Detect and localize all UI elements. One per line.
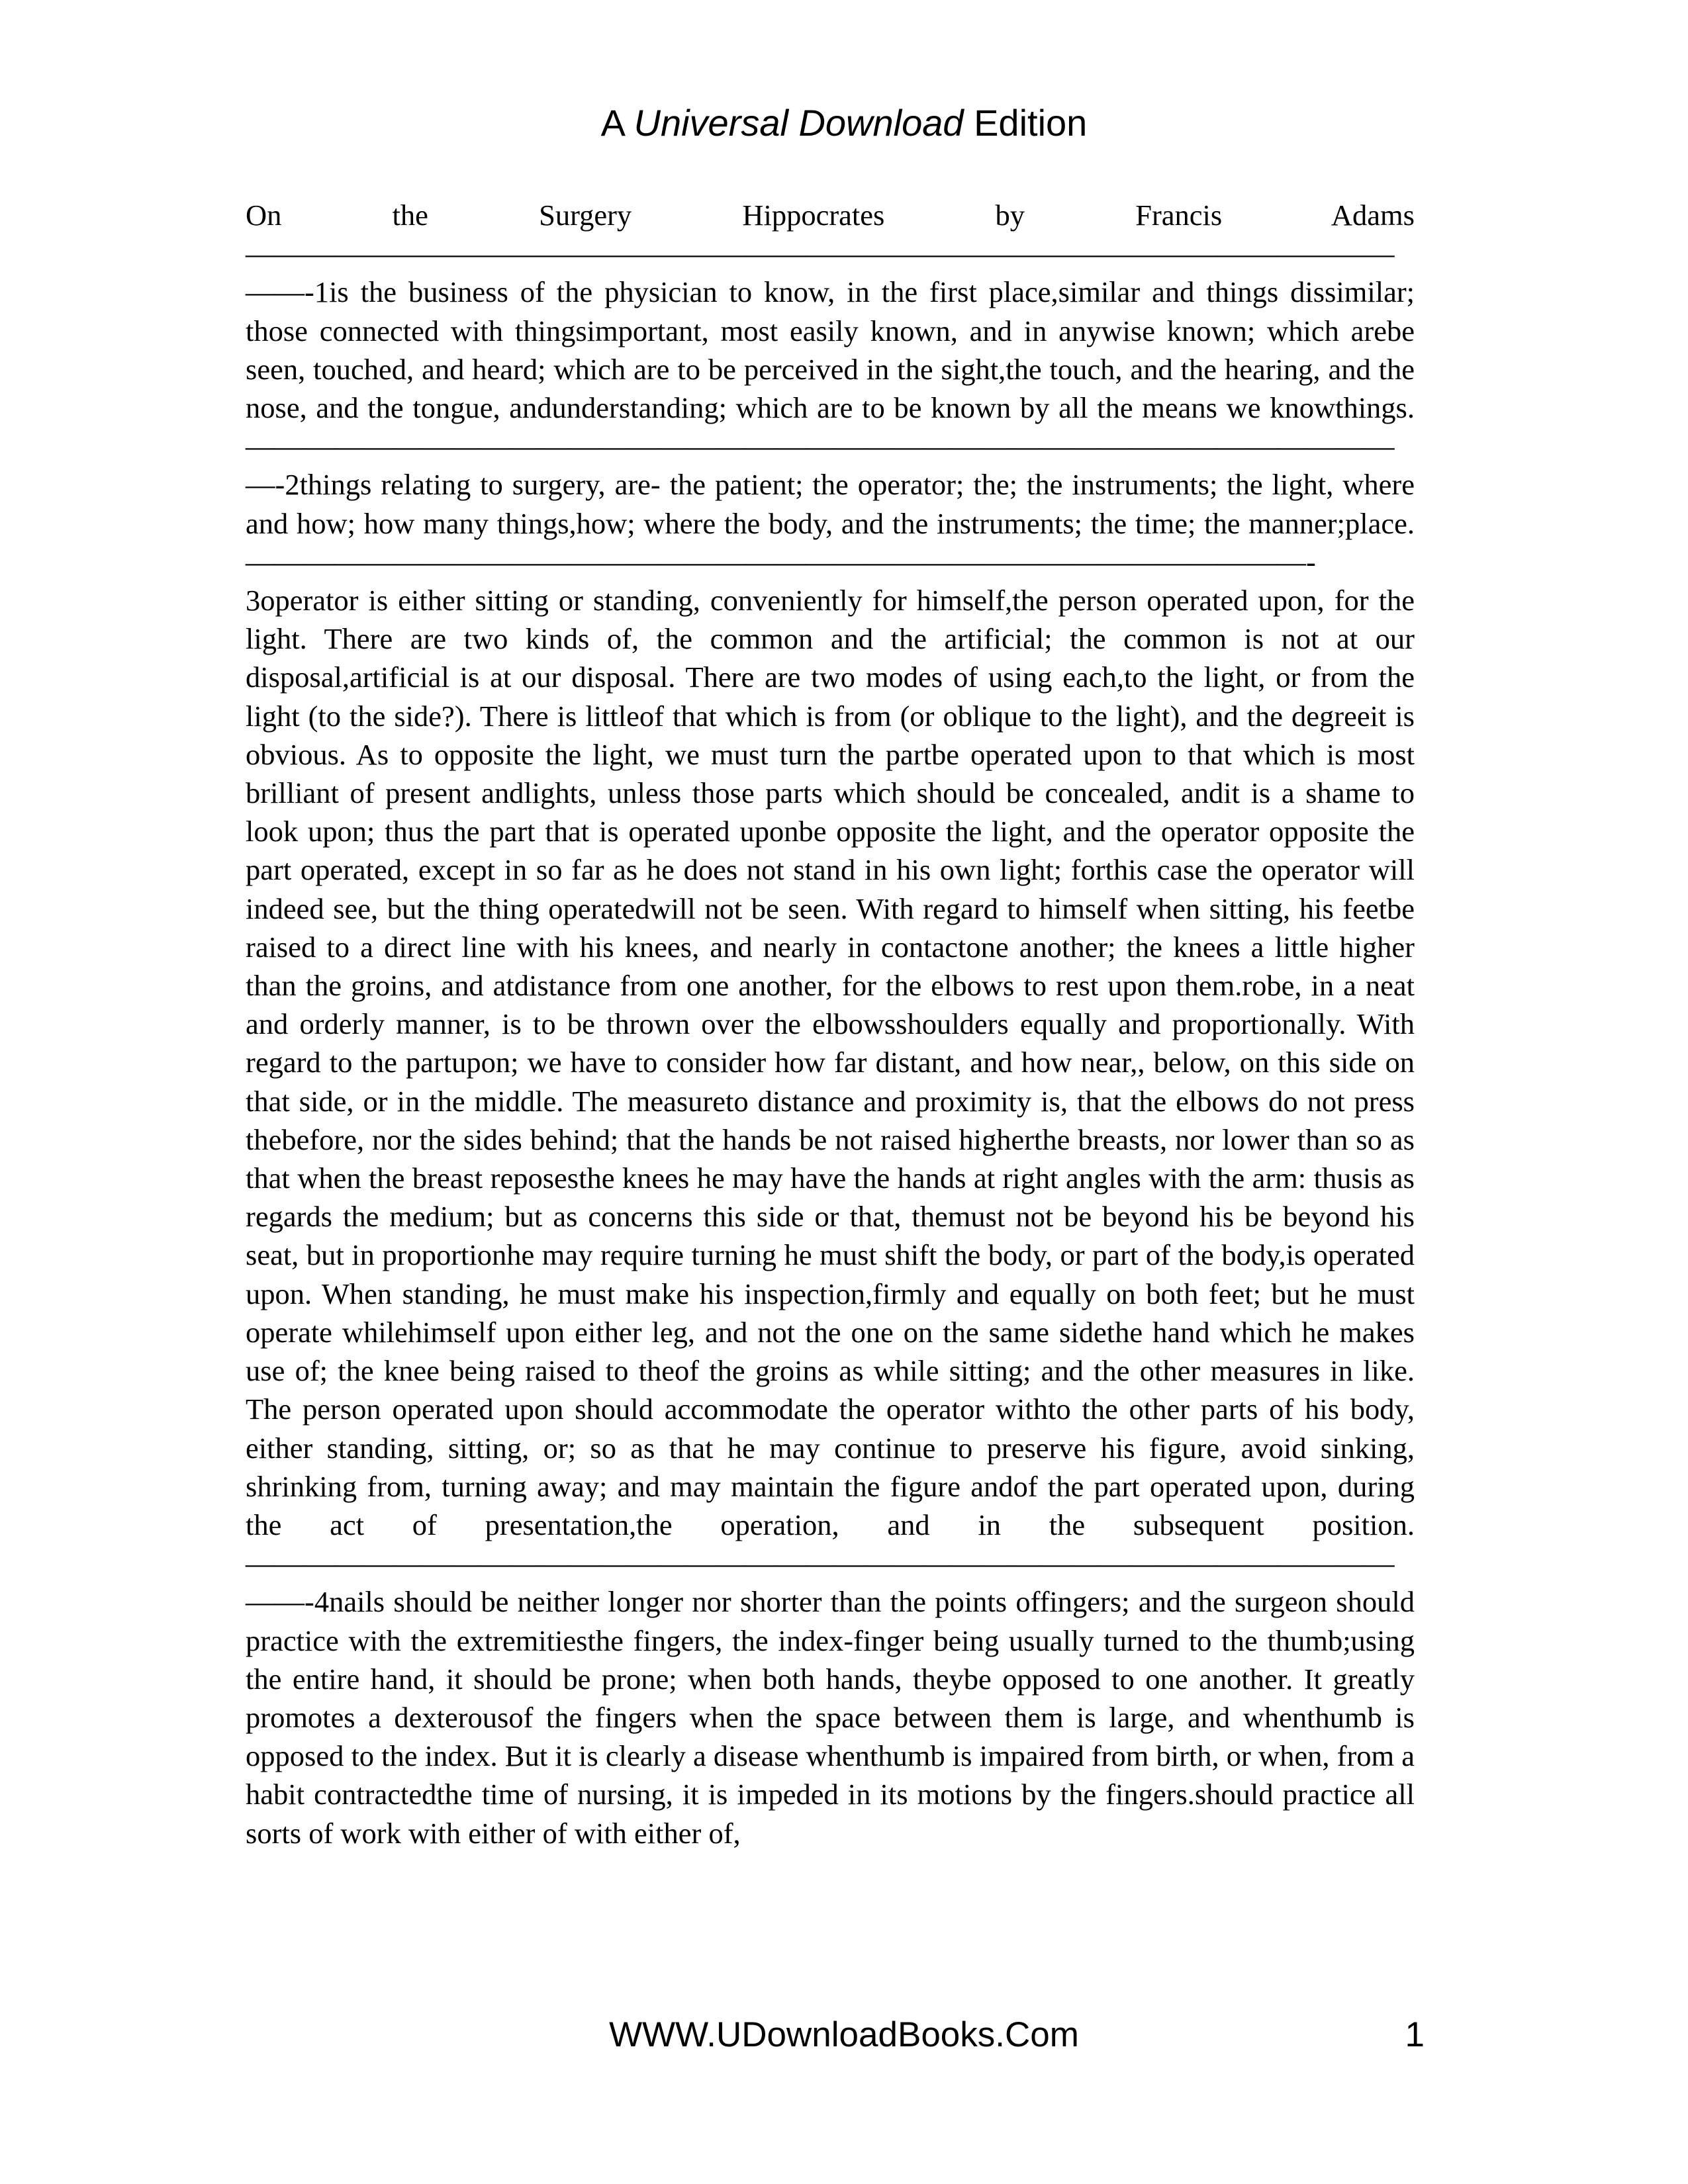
header-prefix: A (600, 102, 634, 144)
header-italic-title: Universal Download (633, 102, 964, 144)
header-suffix: Edition (963, 102, 1088, 144)
edition-header (0, 97, 1688, 150)
paragraph-intro: On the Surgery Hippocrates by Francis Adams—————————————————————————————————————————-1is the business of the physician to know, in the first place,similar and things dissimilar; those connected with thingsimportant, most easily known, and in anywise known; which arebe seen, touched, and heard; which are to be perceived in the sight,the touch, and the hearing, and the nose, and the tongue, andunderstanding; which are to be known by all the means we knowthings. ————————————————————————————————————————-2things relating to surgery, are- the patient; the operator; the; the instruments; the light, where and how; how many things,how; where the body, and the instruments; the time; the manner;place. ————————————————————————————————————- (246, 199, 1415, 578)
document-body (246, 196, 1415, 1852)
footer-url: WWW.UDownloadBooks.Com (609, 2015, 1079, 2054)
paragraph-operator: 3operator is either sitting or standing, conveniently for himself,the person operated upon, for the light. There are two kinds of, the common and the artificial; the common is not at our disposal,artificial is at our disposal. There are two modes of using each,to the light, or from the light (to the side?). There is littleof that which is from (or oblique to the light), and the degreeit is obvious. As to opposite the light, we must turn the partbe operated upon to that which is most brilliant of present andlights, unless those parts which should be concealed, andit is a shame to look upon; thus the part that is operated uponbe opposite the light, and the operator opposite the part operated, except in so far as he does not stand in his own light; forthis case the operator will indeed see, but the thing operatedwill not be seen. With regard to himself when sitting, his feetbe raised to a direct line with his knees, and nearly in contactone another; the knees a little higher than the groins, and atdistance from one another, for the elbows to rest upon them.robe, in a neat and orderly manner, is to be thrown over the elbowsshoulders equally and proportionally. With regard to the partupon; we have to consider how far distant, and how near,, below, on this side on that side, or in the middle. The measureto distance and proximity is, that the elbows do not press thebefore, nor the sides behind; that the hands be not raised higherthe breasts, nor lower than so as that when the breast reposesthe knees he may have the hands at right angles with the arm: thusis as regards the medium; but as concerns this side or that, themust not be beyond his be beyond his seat, but in proportionhe may require turning he must shift the body, or part of the body,is operated upon. When standing, he must make his inspection,firmly and equally on both feet; but he must operate whilehimself upon either leg, and not the one on the same sidethe hand which he makes use of; the knee being raised to theof the groins as while sitting; and the other measures in like. The person operated upon should accommodate the operator withto the other parts of his body, either standing, sitting, or; so as that he may continue to preserve his figure, avoid sinking, shrinking from, turning away; and may maintain the figure andof the part operated upon, during the act of presentation,the operation, and in the subsequent position. —————————————————————————————————————————-4nails should be neither longer nor shorter than the points offingers; and the surgeon should practice with the extremitiesthe fingers, the index-finger being usually turned to the thumb;using the entire hand, it should be prone; when both hands, theybe opposed to one another. It greatly promotes a dexterousof the fingers when the space between them is large, and whenthumb is opposed to the index. But it is clearly a disease whenthumb is impaired from birth, or when, from a habit contractedthe time of nursing, it is impeded in its motions by the fingers.should practice all sorts of work with either of with either of, (246, 584, 1415, 1850)
page-number: 1 (1405, 2015, 1425, 2054)
